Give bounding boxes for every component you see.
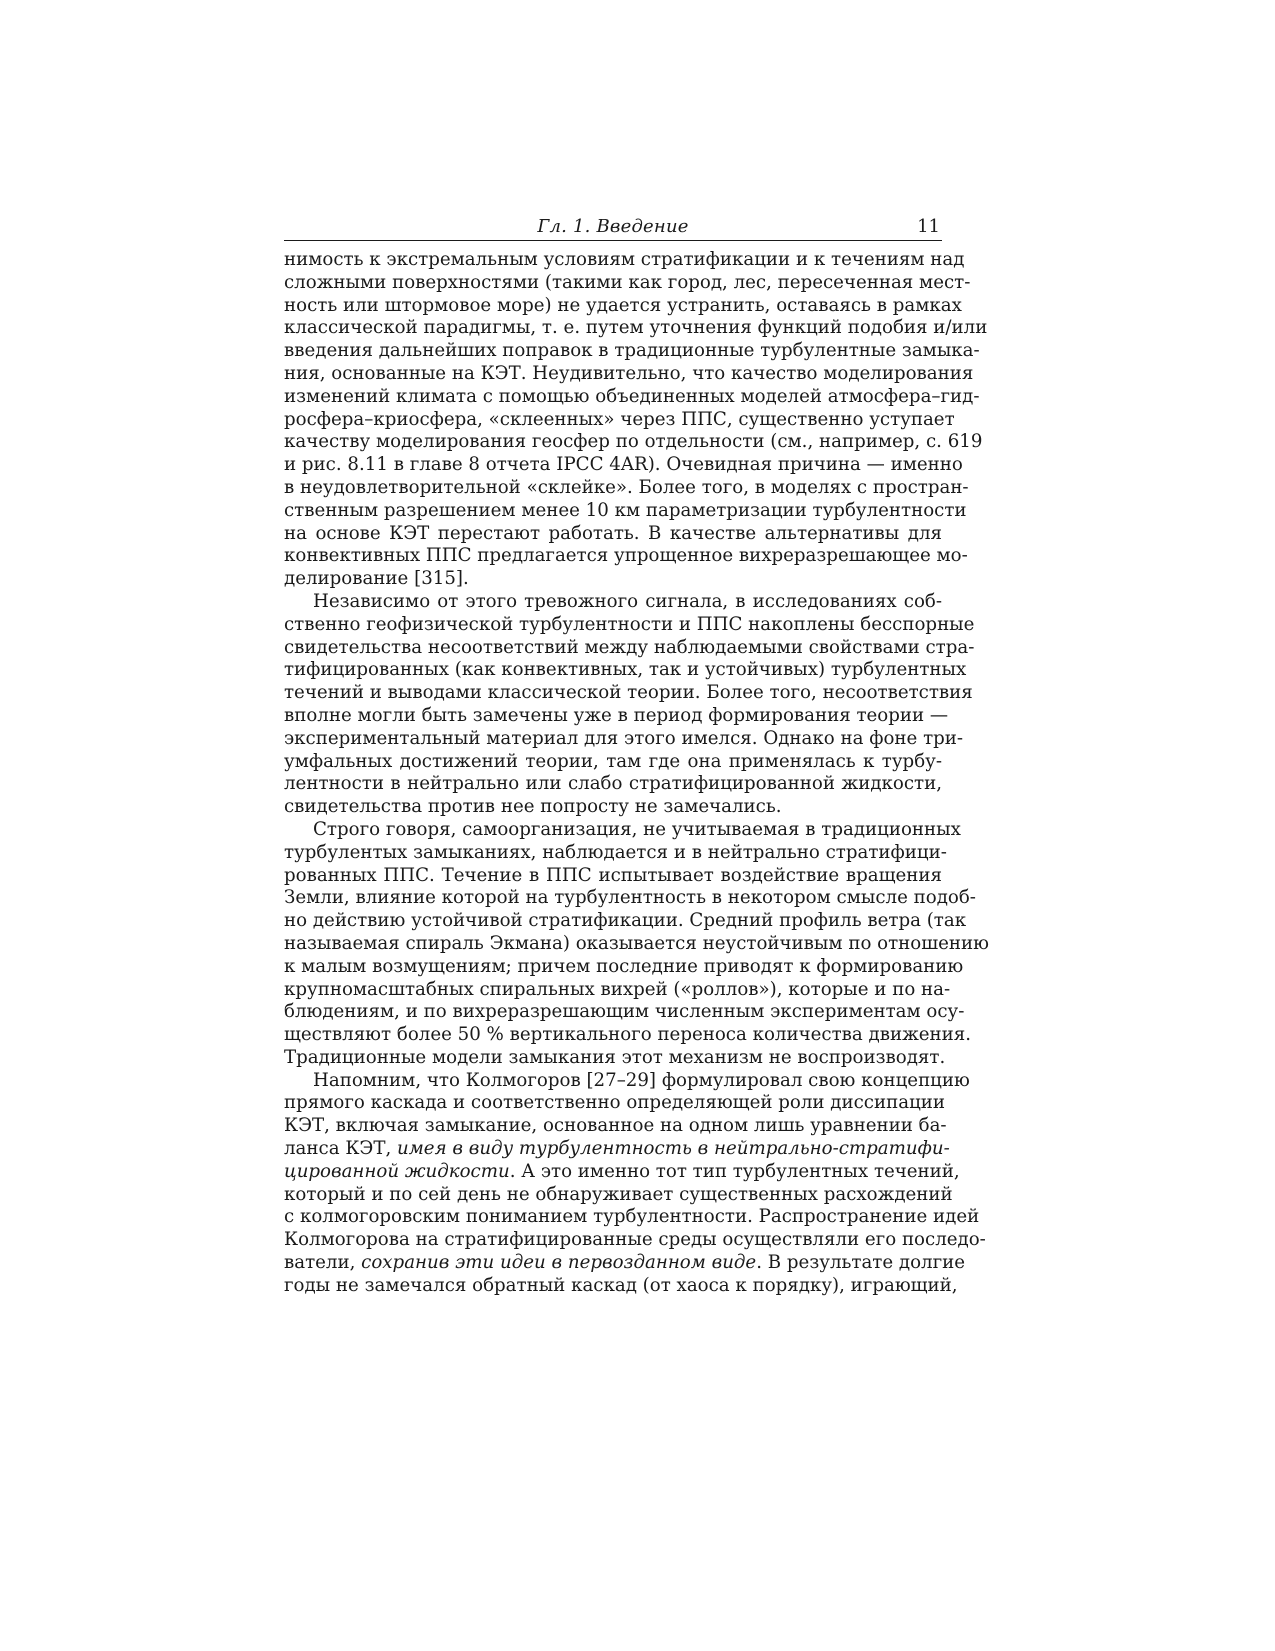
text-line xyxy=(284,1206,980,1229)
body-text xyxy=(284,249,990,1298)
text-segment: прямого каскада и соответственно определяющей роли диссипации xyxy=(284,1092,946,1114)
book-page xyxy=(284,214,990,1298)
text-line xyxy=(284,1115,947,1138)
text-segment: изменений климата с помощью объединенных моделей атмосфера–гид- xyxy=(284,385,980,407)
text-line xyxy=(284,910,967,933)
text-line xyxy=(284,545,968,568)
text-line xyxy=(284,249,965,272)
text-segment: блюдениям, и по вихреразрешающим численным экспериментам осу- xyxy=(284,1001,965,1023)
text-line xyxy=(284,887,976,910)
text-segment: ватели, xyxy=(284,1252,362,1274)
text-segment: ния, основанные на КЭТ. Неудивительно, что качество моделирования xyxy=(284,362,974,384)
text-segment: умфальных достижений теории, там где она применялась к турбу- xyxy=(284,750,942,772)
text-segment: конвективных ППС предлагается упрощенное вихреразрешающее мо- xyxy=(284,545,968,567)
text-line xyxy=(284,1274,958,1298)
text-line xyxy=(284,499,967,523)
text-segment: лентности в нейтрально или слабо стратифицированной жидкости, xyxy=(284,773,942,795)
text-line xyxy=(284,1092,946,1115)
running-header xyxy=(284,214,942,241)
text-segment: тифицированных (как конвективных, так и устойчивых) турбулентных xyxy=(284,659,967,681)
text-segment: рованных ППС. Течение в ППС испытывает воздействие вращения xyxy=(284,864,942,886)
text-line xyxy=(284,636,975,660)
text-line xyxy=(284,841,947,865)
text-segment: ственным разрешением менее 10 км параметризации турбулентности xyxy=(284,499,967,521)
text-line xyxy=(284,932,990,956)
text-segment: . В результате долгие xyxy=(756,1252,966,1274)
text-segment: качеству моделирования геосфер по отдельности (см., например, с. 619 xyxy=(284,431,983,453)
text-segment: годы не замечался обратный каскад (от хаоса к порядку), играющий, xyxy=(284,1274,958,1296)
text-line xyxy=(284,340,980,363)
text-line xyxy=(284,1138,950,1161)
text-line xyxy=(284,568,942,591)
text-line xyxy=(284,818,961,842)
text-line xyxy=(284,1046,946,1070)
text-line xyxy=(284,454,963,477)
text-line xyxy=(284,317,988,340)
text-segment: Земли, влияние которой на турбулентность в некотором смысле подоб- xyxy=(284,887,976,909)
text-segment: нимость к экстремальным условиям стратификации и к течениям над xyxy=(284,249,965,270)
text-segment: Традиционные модели замыкания этот механизм не воспроизводят. xyxy=(284,1046,946,1068)
text-line xyxy=(284,978,951,1002)
text-segment: введения дальнейших поправок в традиционные турбулентные замыка- xyxy=(284,340,980,362)
text-line xyxy=(284,271,971,295)
page-number: 11 xyxy=(917,216,940,237)
text-segment: Независимо от этого тревожного сигнала, в исследованиях соб- xyxy=(313,590,942,612)
text-segment: экспериментальный материал для этого имелся. Однако на фоне три- xyxy=(284,727,964,749)
text-line xyxy=(284,773,942,796)
text-segment: ланса КЭТ, xyxy=(284,1138,398,1160)
text-line xyxy=(284,613,975,637)
text-segment: ственно геофизической турбулентности и ППС накоплены бесспорные xyxy=(284,613,975,635)
text-line xyxy=(284,591,942,614)
text-segment: свидетельства несоответствий между наблюдаемыми свойствами стра- xyxy=(284,636,975,658)
text-segment: . А это именно тот тип турбулентных течений, xyxy=(509,1160,960,1182)
text-segment: Напомним, что Колмогоров [27–29] формулировал свою концепцию xyxy=(313,1069,970,1091)
text-line xyxy=(284,955,964,979)
chapter-title: Гл. 1. Введение xyxy=(537,216,689,237)
text-line xyxy=(284,865,942,888)
text-line xyxy=(284,431,983,454)
text-segment: крупномасштабных спиральных вихрей («роллов»), которые и по на- xyxy=(284,978,951,1000)
text-segment: называемая спираль Экмана) оказывается неустойчивым по отношению xyxy=(284,932,990,954)
text-segment: турбулентых замыканиях, наблюдается и в нейтрально стратифици- xyxy=(284,841,947,863)
text-segment: делирование [315]. xyxy=(284,568,469,590)
text-segment: классической парадигмы, т. е. путем уточнения функций подобия и/или xyxy=(284,317,988,339)
paragraph xyxy=(284,590,975,819)
text-segment: росфера–криосфера, «склеенных» через ППС, существенно уступает xyxy=(284,408,955,430)
text-segment: вполне могли быть замечены уже в период формирования теории — xyxy=(284,704,949,726)
text-segment: Колмогорова на стратифицированные среды осуществляли его последо- xyxy=(284,1229,986,1251)
paragraph xyxy=(284,249,988,591)
paragraph xyxy=(284,1069,986,1298)
italic-text: сохранив эти идеи в первозданном виде xyxy=(361,1252,757,1274)
text-line xyxy=(284,1183,953,1207)
text-segment: КЭТ, включая замыкание, основанное на одном лишь уравнении ба- xyxy=(284,1115,947,1137)
italic-text: цированной жидкости xyxy=(284,1160,510,1182)
text-line xyxy=(284,1252,966,1275)
text-segment: в неудовлетворительной «склейке». Более того, в моделях с простран- xyxy=(284,476,969,498)
text-segment: с колмогоровским пониманием турбулентности. Распространение идей xyxy=(284,1206,980,1228)
text-line xyxy=(284,704,949,728)
text-line xyxy=(284,796,942,819)
text-line xyxy=(284,362,974,386)
text-line xyxy=(284,476,969,500)
text-segment: который и по сей день не обнаруживает существенных расхождений xyxy=(284,1183,953,1205)
text-line xyxy=(284,1229,986,1252)
text-line xyxy=(284,659,967,682)
text-segment: свидетельства против нее попросту не замечались. xyxy=(284,796,782,818)
text-segment: течений и выводами классической теории. Более того, несоответствия xyxy=(284,682,973,704)
text-segment: к малым возмущениям; причем последние приводят к формированию xyxy=(284,955,964,977)
text-segment: ность или штормовое море) не удается устранить, оставаясь в рамках xyxy=(284,294,962,316)
text-line xyxy=(284,751,942,774)
text-line xyxy=(284,727,964,751)
text-line xyxy=(284,523,942,546)
text-segment: на основе КЭТ перестают работать. В качестве альтернативы для xyxy=(284,522,942,544)
text-segment: и рис. 8.11 в главе 8 отчета IPCC 4AR). Очевидная причина — именно xyxy=(284,454,963,476)
text-line xyxy=(284,385,980,409)
text-line xyxy=(284,1001,965,1024)
text-line xyxy=(284,682,973,705)
text-line xyxy=(284,1024,972,1047)
text-segment: но действию устойчивой стратификации. Средний профиль ветра (так xyxy=(284,910,967,932)
paragraph xyxy=(284,818,990,1070)
text-line xyxy=(284,294,962,318)
text-line xyxy=(284,1160,960,1184)
text-line xyxy=(284,1069,970,1093)
text-line xyxy=(284,408,955,432)
text-segment: ществляют более 50 % вертикального переноса количества движения. xyxy=(284,1024,972,1046)
text-segment: сложными поверхностями (такими как город, лес, пересеченная мест- xyxy=(284,271,971,293)
text-segment: Строго говоря, самоорганизация, не учитываемая в традиционных xyxy=(313,818,961,840)
italic-text: имея в виду турбулентность в нейтрально-стратифи- xyxy=(397,1138,950,1160)
